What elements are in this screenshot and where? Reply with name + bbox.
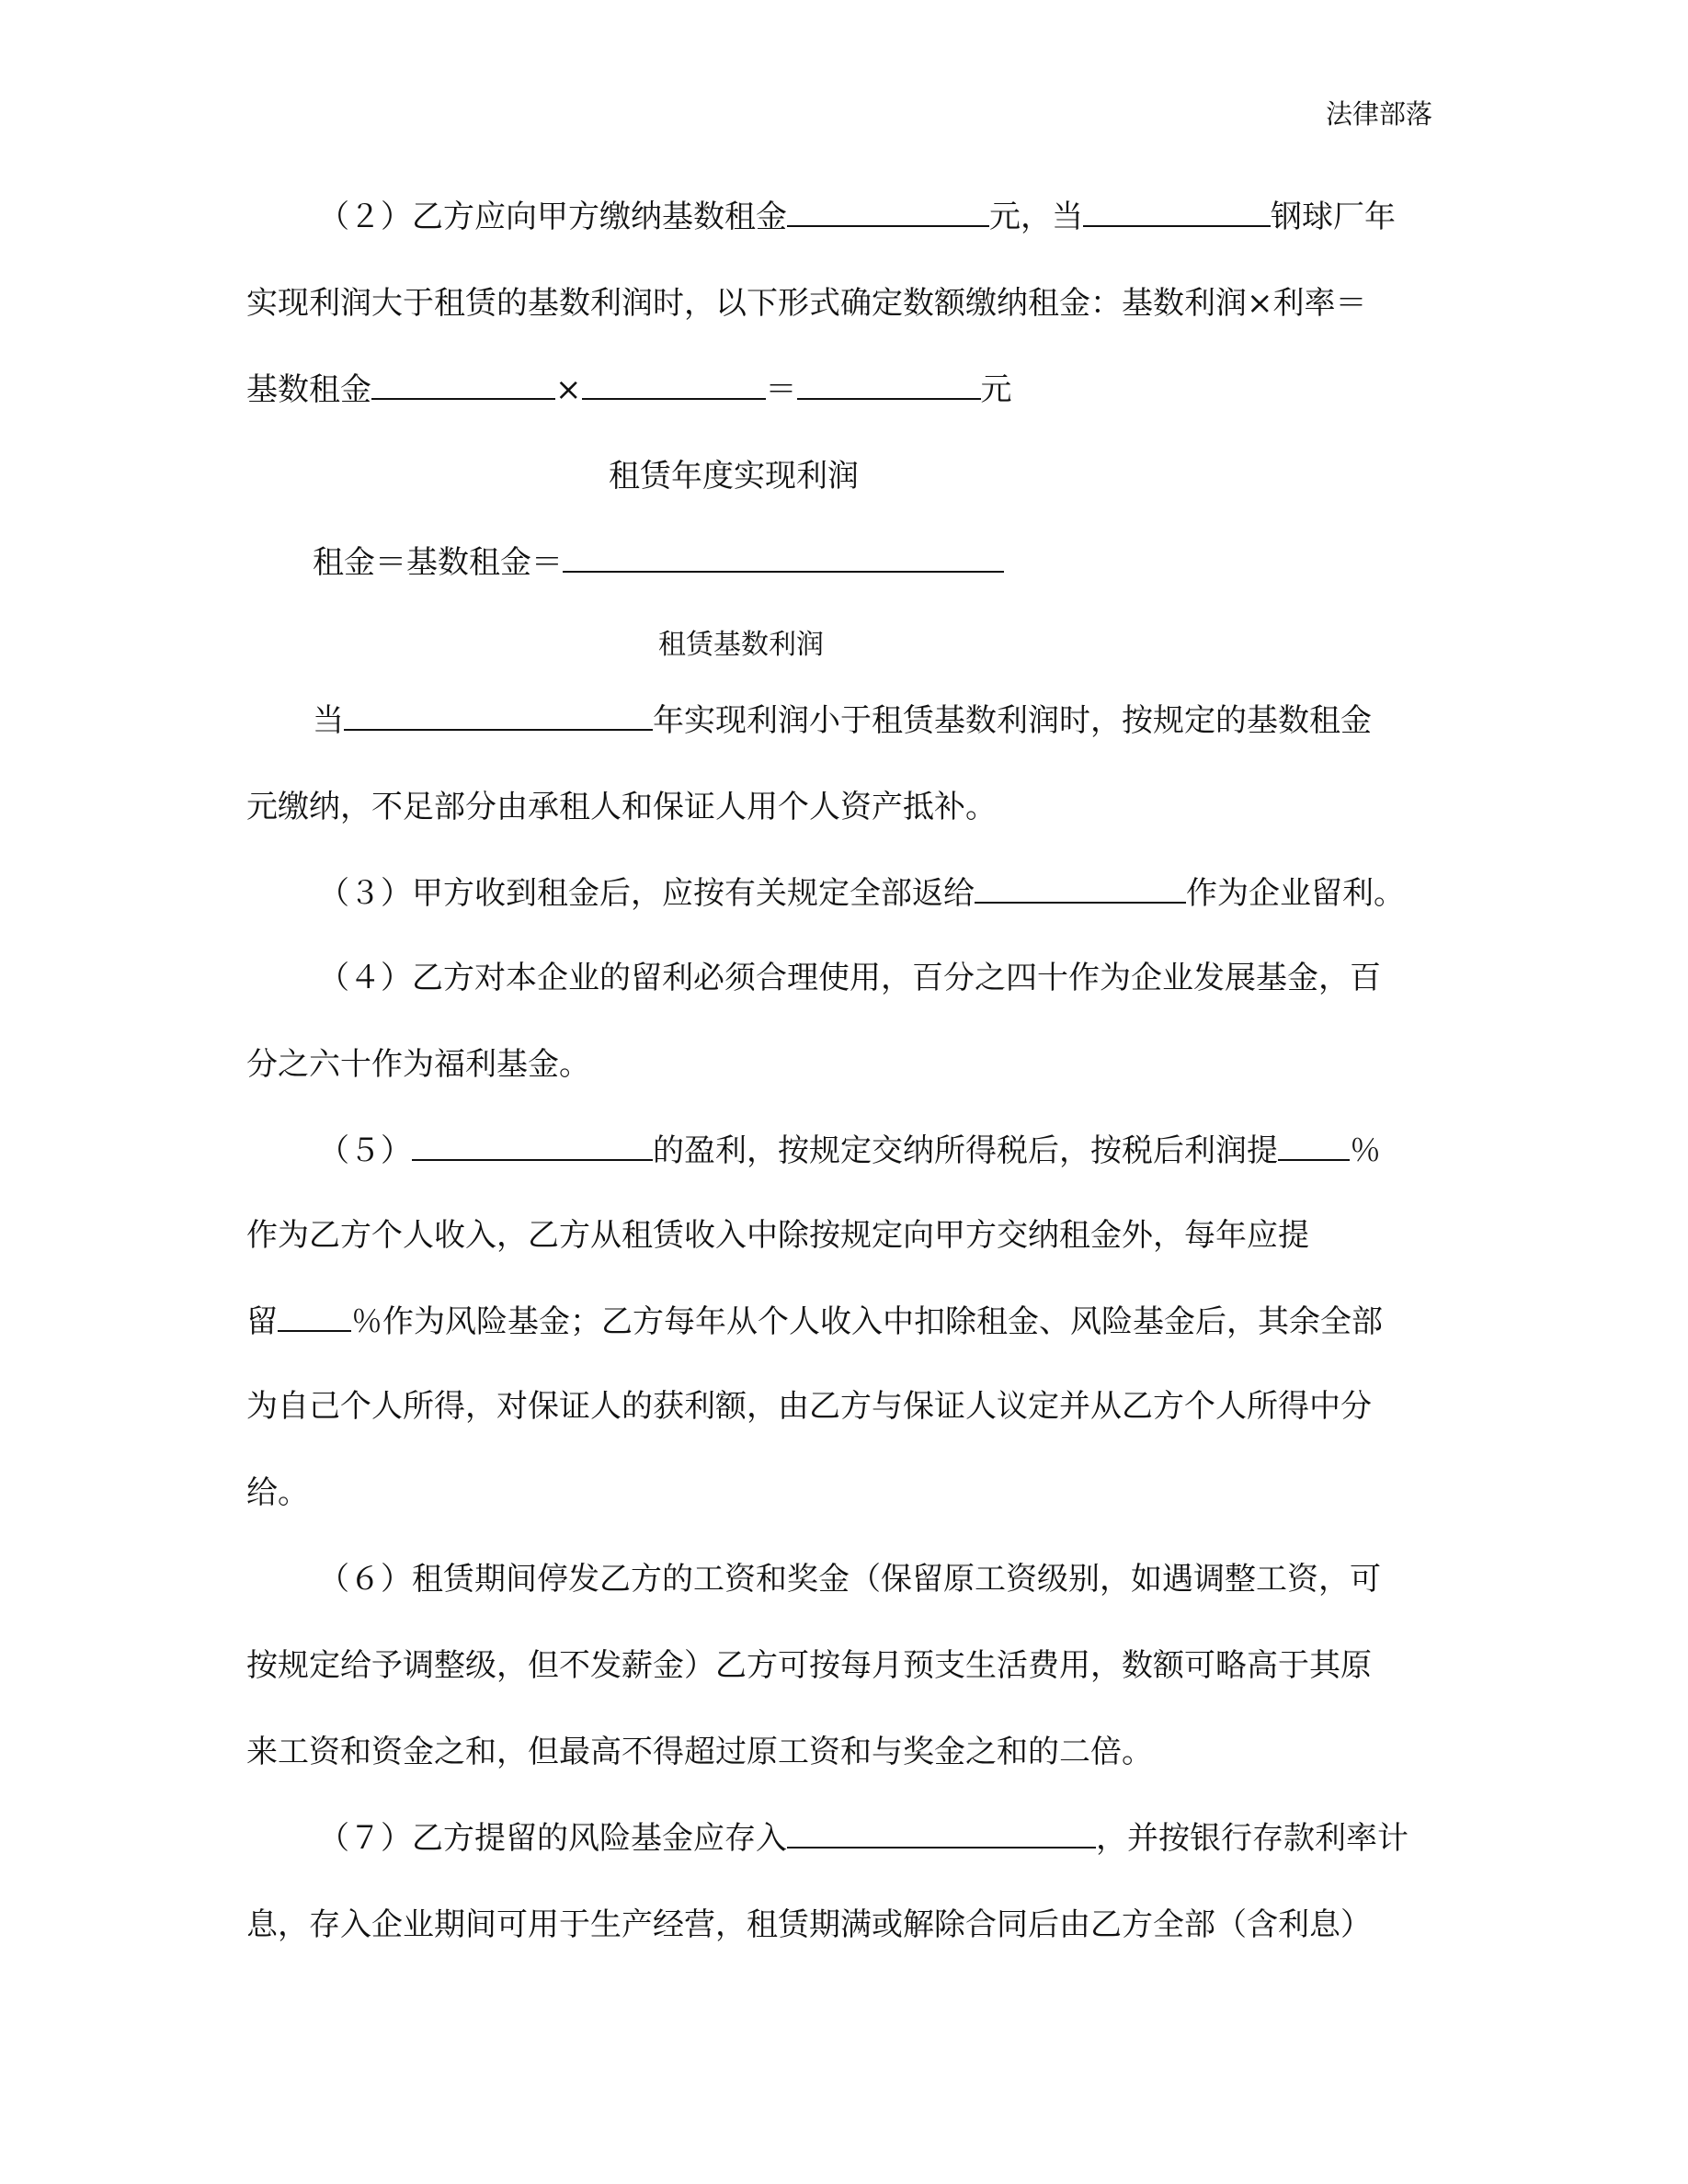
clause6-line2: 按规定给予调整级，但不发薪金）乙方可按每月预支生活费用，数额可略高于其原 bbox=[246, 1647, 1372, 1684]
fill-blank[interactable] bbox=[975, 874, 1186, 904]
clause2-text: 基数租金 bbox=[246, 371, 371, 408]
fill-blank[interactable] bbox=[371, 370, 555, 400]
page-header: 法律部落 bbox=[1325, 98, 1432, 130]
fill-blank[interactable] bbox=[1083, 198, 1271, 227]
clause5-text: （５） bbox=[318, 1132, 412, 1169]
rent-formula bbox=[313, 542, 1004, 583]
clause2-line2: 实现利润大于租赁的基数利润时，以下形式确定数额缴纳租金：基数利润×利率＝ bbox=[246, 285, 1367, 322]
clause5-text: ％作为风险基金；乙方每年从个人收入中扣除租金、风险基金后，其余全部 bbox=[351, 1303, 1383, 1340]
clause6-line1: （６）租赁期间停发乙方的工资和奖金（保留原工资级别，如遇调整工资，可 bbox=[318, 1561, 1381, 1598]
clause5-line4: 为自己个人所得，对保证人的获利额，由乙方与保证人议定并从乙方个人所得中分 bbox=[246, 1388, 1372, 1425]
clause2-text: 钢球厂年 bbox=[1271, 199, 1396, 235]
fill-blank[interactable] bbox=[787, 198, 989, 227]
clause2-text: × bbox=[555, 371, 582, 408]
clause2-text: （２）乙方应向甲方缴纳基数租金 bbox=[318, 199, 787, 235]
clause5-text: ％ bbox=[1350, 1132, 1381, 1169]
clause4-line1: （４）乙方对本企业的留利必须合理使用，百分之四十作为企业发展基金，百 bbox=[318, 960, 1381, 996]
clause5-line2: 作为乙方个人收入，乙方从租赁收入中除按规定向甲方交纳租金外，每年应提 bbox=[246, 1217, 1309, 1254]
clause2-line1 bbox=[318, 197, 1396, 237]
clause5-line3 bbox=[246, 1302, 1383, 1342]
clause3-text: （３）甲方收到租金后，应按有关规定全部返给 bbox=[318, 875, 975, 912]
clause3-line1 bbox=[318, 873, 1405, 914]
clause2-line3 bbox=[246, 370, 1012, 410]
clause6-line3: 来工资和资金之和，但最高不得超过原工资和与奖金之和的二倍。 bbox=[246, 1734, 1153, 1770]
clause5-text: 留 bbox=[246, 1303, 278, 1340]
fill-blank[interactable] bbox=[582, 370, 766, 400]
fill-blank[interactable] bbox=[412, 1132, 653, 1161]
clause2-text: 当 bbox=[313, 702, 344, 739]
clause5-text: 的盈利，按规定交纳所得税后，按税后利润提 bbox=[653, 1132, 1278, 1169]
clause7-line2: 息，存入企业期间可用于生产经营，租赁期满或解除合同后由乙方全部（含利息） bbox=[246, 1906, 1372, 1943]
clause7-line1 bbox=[318, 1818, 1409, 1859]
clause2-text: 年实现利润小于租赁基数利润时，按规定的基数租金 bbox=[653, 702, 1372, 739]
fill-blank[interactable] bbox=[787, 1819, 1096, 1848]
fill-blank[interactable] bbox=[344, 701, 653, 731]
clause2-text: 元 bbox=[980, 371, 1012, 408]
clause2-line4 bbox=[313, 700, 1372, 741]
clause7-text: （７）乙方提留的风险基金应存入 bbox=[318, 1820, 787, 1857]
clause2-line5: 元缴纳，不足部分由承租人和保证人用个人资产抵补。 bbox=[246, 789, 997, 825]
clause2-text: 元，当 bbox=[989, 199, 1083, 235]
fill-blank[interactable] bbox=[1278, 1132, 1350, 1161]
fill-blank[interactable] bbox=[797, 370, 981, 400]
clause5-line1 bbox=[318, 1131, 1381, 1171]
fill-blank[interactable] bbox=[278, 1302, 351, 1332]
clause4-line2: 分之六十作为福利基金。 bbox=[246, 1046, 590, 1083]
clause5-line5: 给。 bbox=[246, 1474, 309, 1511]
clause3-text: 作为企业留利。 bbox=[1186, 875, 1405, 912]
clause2-text: ＝ bbox=[765, 371, 797, 408]
clause7-text: ，并按银行存款利率计 bbox=[1096, 1820, 1409, 1857]
fraction-denominator: 租赁基数利润 bbox=[658, 629, 824, 661]
fraction-numerator: 租赁年度实现利润 bbox=[609, 458, 859, 495]
fill-blank[interactable] bbox=[563, 543, 1004, 573]
formula-text: 租金＝基数租金＝ bbox=[313, 544, 563, 581]
